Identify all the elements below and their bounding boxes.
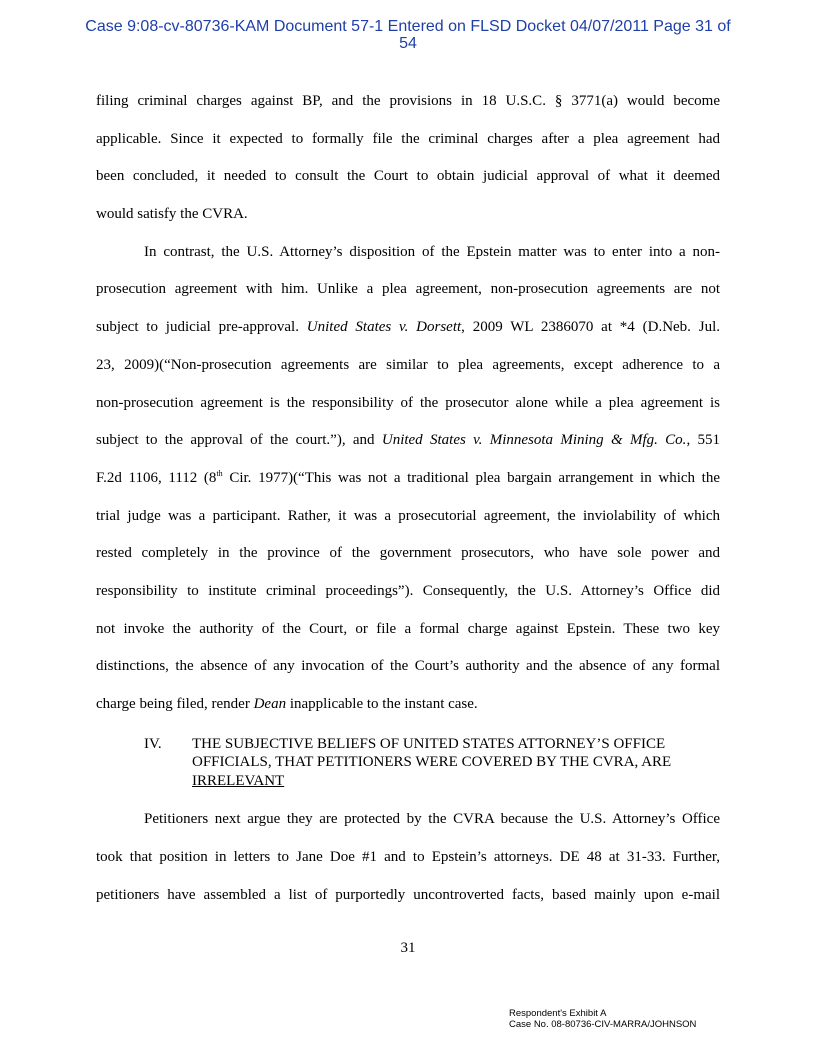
case-citation: Dean: [253, 696, 287, 712]
text-line: [96, 467, 720, 505]
docket-stamp-line2: 54: [399, 35, 417, 52]
text-run: F.2d 1106, 1112 (8: [96, 469, 217, 486]
text-run: subject to the approval of the court.”), and: [96, 432, 382, 449]
text-line: trial judge was a participant. Rather, it was a prosecutorial agreement, the inviolability of which: [96, 507, 720, 524]
text-line: 23, 2009)(“Non-prosecution agreements are similar to plea agreements, except adherence to a: [96, 356, 720, 373]
text-run: subject to judicial pre-approval.: [96, 319, 307, 336]
superscript: th: [216, 468, 223, 478]
text-line: rested completely in the province of the government prosecutors, who have sole power and: [96, 545, 720, 562]
text-line: not invoke the authority of the Court, or file a formal charge against Epstein. These two key: [96, 620, 720, 637]
text-run: Cir. 1977)(“This was not a traditional plea bargain arrangement in which the: [222, 469, 720, 486]
text-line: In contrast, the U.S. Attorney’s disposition of the Epstein matter was to enter into a non-: [144, 243, 720, 260]
text-run: , 2009 WL 2386070 at *4 (D.Neb. Jul.: [461, 319, 720, 336]
text-line: distinctions, the absence of any invocation of the Court’s authority and the absence of any formal: [96, 658, 720, 675]
text-line: non-prosecution agreement is the responsibility of the prosecutor alone while a plea agreement is: [96, 394, 720, 411]
text-line: filing criminal charges against BP, and the provisions in 18 U.S.C. § 3771(a) would become: [96, 93, 720, 109]
docket-stamp-line1: Case 9:08-cv-80736-KAM Document 57-1 Entered on FLSD Docket 04/07/2011 Page 31 of: [85, 18, 731, 35]
case-citation: United States v. Dorsett: [306, 319, 462, 336]
case-citation: United States v. Minnesota Mining & Mfg. Co.: [381, 432, 687, 449]
page-number: 31: [400, 940, 416, 956]
text-line: responsibility to institute criminal proceedings”). Consequently, the U.S. Attorney’s Office did: [96, 582, 720, 599]
text-run: inapplicable to the instant case.: [286, 696, 478, 712]
section-number: IV.: [144, 735, 162, 752]
text-run: , 551: [686, 432, 720, 449]
text-line: prosecution agreement with him. Unlike a plea agreement, non-prosecution agreements are not: [96, 281, 720, 298]
exhibit-label: [509, 1008, 696, 1030]
document-body: [96, 90, 720, 921]
text-line: [96, 429, 720, 467]
text-line: been concluded, it needed to consult the Court to obtain judicial approval of what it deemed: [96, 168, 720, 185]
text-line: [96, 693, 720, 731]
exhibit-label-line1: Respondent's Exhibit A: [509, 1008, 607, 1019]
text-line: Petitioners next argue they are protected by the CVRA because the U.S. Attorney’s Office: [144, 811, 720, 828]
docket-header-stamp: [0, 18, 816, 52]
text-line: applicable. Since it expected to formally file the criminal charges after a plea agreement had: [96, 130, 720, 147]
text-run: charge being filed, render: [96, 696, 254, 712]
section-title-line: THE SUBJECTIVE BELIEFS OF UNITED STATES ATTORNEY’S OFFICE: [192, 735, 666, 752]
exhibit-label-line2: Case No. 08-80736-CIV-MARRA/JOHNSON: [509, 1019, 697, 1030]
section-heading: [96, 735, 720, 791]
section-title-line: IRRELEVANT: [192, 772, 285, 789]
text-line: petitioners have assembled a list of purportedly uncontroverted facts, based mainly upon e-mail: [96, 886, 720, 903]
text-line: would satisfy the CVRA.: [96, 206, 248, 223]
text-line: took that position in letters to Jane Doe #1 and to Epstein’s attorneys. DE 48 at 31-33. Further,: [96, 848, 720, 865]
section-title: [192, 735, 720, 791]
section-title-line: OFFICIALS, THAT PETITIONERS WERE COVERED BY THE CVRA, ARE: [192, 754, 672, 771]
text-line: [96, 316, 720, 354]
